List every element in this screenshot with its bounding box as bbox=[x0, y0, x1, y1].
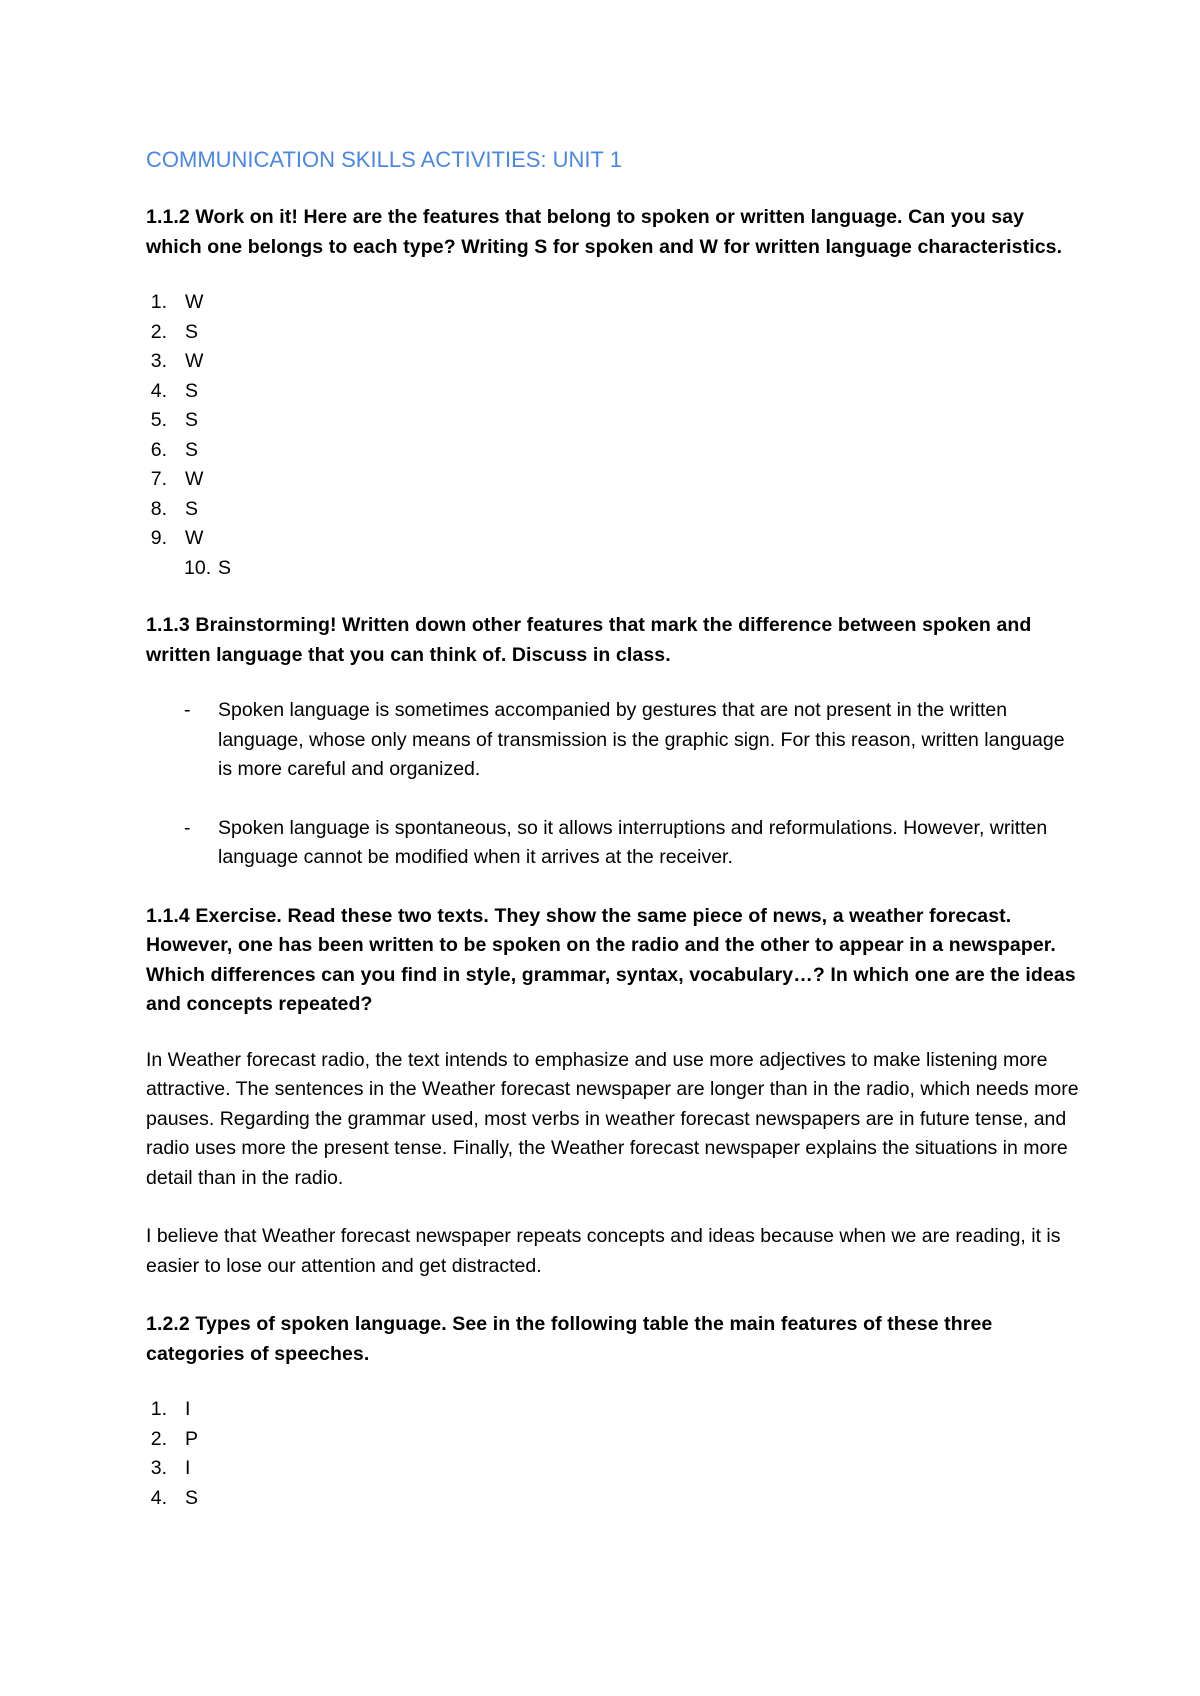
bullet-dash: - bbox=[184, 699, 191, 721]
answer-paragraph: I believe that Weather forecast newspaper repeats concepts and ideas because when we are reading, it is easier to lose our attention and get distracted. bbox=[146, 1225, 1061, 1277]
bullet-text: Spoken language is sometimes accompanied by gestures that are not present in the written language, whose only means of transmission is the graphic sign. For this reason, written language is more careful and organized. bbox=[218, 699, 1065, 780]
item-answer: W bbox=[185, 291, 204, 313]
list-item bbox=[146, 554, 1080, 584]
answer-paragraph: In Weather forecast radio, the text intends to emphasize and use more adjectives to make listening more attractive. The sentences in the Weather forecast newspaper are longer than in the radio, which needs more pauses. Regarding the grammar used, most verbs in weather forecast newspapers are in future tense, and radio uses more the present tense. Finally, the Weather forecast newspaper explains the situations in more detail than in the radio. bbox=[146, 1048, 1079, 1189]
item-number: 4. bbox=[150, 379, 167, 402]
item-number: 9. bbox=[150, 527, 167, 549]
list-item bbox=[146, 495, 1080, 525]
item-number: 1. bbox=[150, 1398, 167, 1420]
item-answer: W bbox=[185, 468, 204, 490]
item-answer: W bbox=[185, 350, 204, 372]
list-item bbox=[146, 1395, 1080, 1425]
list-item bbox=[146, 377, 1080, 407]
item-number: 3. bbox=[150, 350, 167, 372]
question-1-1-4: 1.1.4 Exercise. Read these two texts. They show the same piece of news, a weather forecast. However, one has been written to be spoken on the radio and the other to appear in a newspaper. Which differences can you find in style, grammar, syntax, vocabulary…? In which one are the ideas and concepts repeated? bbox=[146, 904, 1076, 1015]
list-item bbox=[146, 347, 1080, 377]
bullet-text: Spoken language is spontaneous, so it allows interruptions and reformulations. However, written language cannot be modified when it arrives at the receiver. bbox=[218, 816, 1048, 868]
item-number: 5. bbox=[150, 409, 167, 431]
item-answer: I bbox=[185, 1398, 191, 1420]
question-1-2-2: 1.2.2 Types of spoken language. See in the following table the main features of these three categories of speeches. bbox=[146, 1313, 993, 1365]
list-item bbox=[146, 465, 1080, 495]
item-answer: S bbox=[185, 409, 199, 431]
item-number: 6. bbox=[150, 438, 167, 461]
list-item bbox=[146, 318, 1080, 348]
item-answer: S bbox=[185, 497, 199, 520]
item-answer: S bbox=[185, 379, 199, 402]
answer-list-1-2-2 bbox=[146, 1395, 1080, 1513]
item-answer: P bbox=[185, 1427, 199, 1450]
item-answer: S bbox=[218, 556, 232, 579]
list-item bbox=[146, 406, 1080, 436]
document-title: COMMUNICATION SKILLS ACTIVITIES: UNIT 1 bbox=[146, 147, 622, 172]
list-item bbox=[146, 524, 1080, 554]
bullet-dash: - bbox=[184, 816, 191, 839]
item-number: 4. bbox=[150, 1486, 167, 1509]
item-number: 8. bbox=[150, 497, 167, 520]
item-number: 10. bbox=[184, 556, 212, 579]
question-1-1-3: 1.1.3 Brainstorming! Written down other features that mark the difference between spoken and written language that you can think of. Discuss in class. bbox=[146, 614, 1032, 666]
item-number: 3. bbox=[150, 1457, 167, 1479]
item-number: 2. bbox=[150, 320, 167, 343]
item-answer: S bbox=[185, 320, 199, 343]
item-answer: I bbox=[185, 1457, 191, 1479]
item-answer: S bbox=[185, 438, 199, 461]
list-item bbox=[146, 1454, 1080, 1484]
item-answer: W bbox=[185, 527, 204, 549]
item-number: 2. bbox=[150, 1427, 167, 1450]
item-number: 1. bbox=[150, 291, 167, 313]
list-item bbox=[146, 696, 1080, 785]
list-item bbox=[146, 1484, 1080, 1514]
bullet-list-1-1-3 bbox=[146, 696, 1080, 873]
list-item bbox=[146, 814, 1080, 873]
list-item bbox=[146, 436, 1080, 466]
item-number: 7. bbox=[150, 468, 167, 490]
answer-list-1-1-2 bbox=[146, 288, 1080, 583]
list-item bbox=[146, 1425, 1080, 1455]
list-item bbox=[146, 288, 1080, 318]
item-answer: S bbox=[185, 1486, 199, 1509]
question-1-1-2: 1.1.2 Work on it! Here are the features that belong to spoken or written language. Can you say which one belongs to each type? Writing S for spoken and W for written language characteristics. bbox=[146, 206, 1063, 258]
